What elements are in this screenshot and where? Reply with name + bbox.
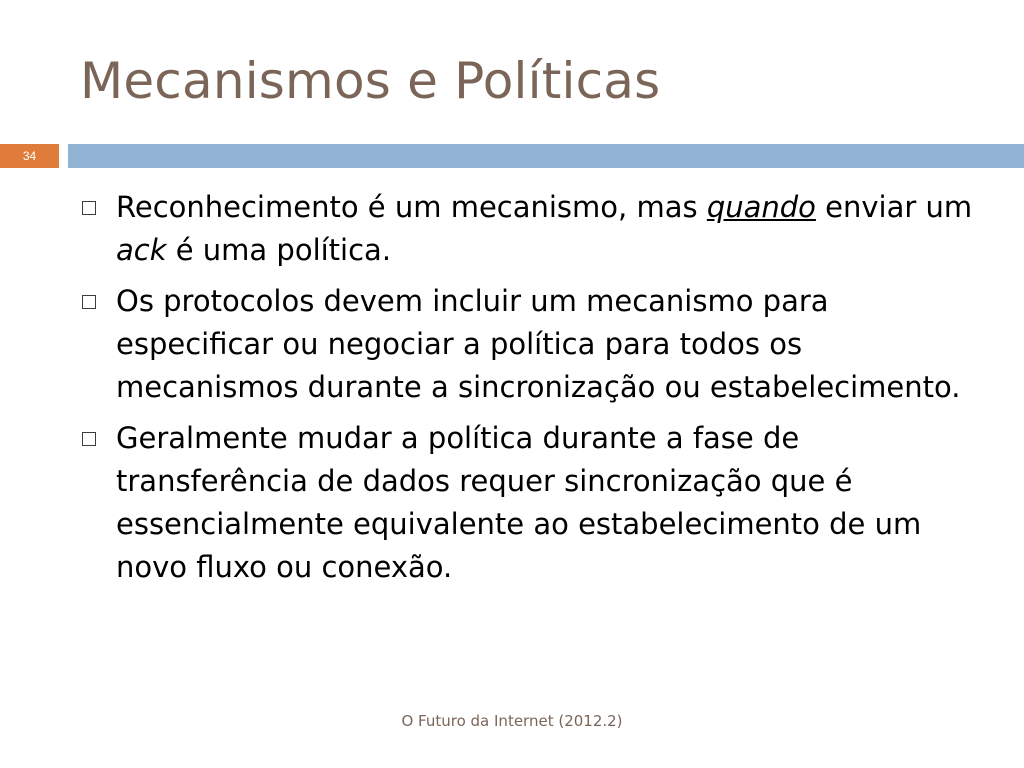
bullet-list (80, 186, 980, 597)
bullet-1-text-a: Reconhecimento é um mecanismo, mas (116, 190, 707, 224)
bullet-1-emphasis-quando: quando (706, 190, 816, 224)
bullet-3-text: Geralmente mudar a política durante a fase de transferência de dados requer sincronização que é essencialmente equivalente ao estabelecimento de um novo fluxo ou conexão. (116, 421, 922, 584)
slide-footer: O Futuro da Internet (2012.2) (401, 712, 623, 730)
bullet-1-text-e: é uma política. (166, 233, 392, 267)
slide-number: 34 (0, 144, 59, 168)
header-bar (68, 144, 1024, 168)
bullet-1-text-c: enviar um (815, 190, 973, 224)
square-bullet-icon (82, 201, 96, 215)
bullet-item-3 (80, 417, 980, 589)
bullet-2-text: Os protocolos devem incluir um mecanismo para especificar ou negociar a política para todos os mecanismos durante a sincronização ou estabelecimento. (116, 284, 961, 404)
bullet-item-1 (80, 186, 980, 272)
bullet-item-2 (80, 280, 980, 409)
bullet-1-emphasis-ack: ack (116, 233, 167, 267)
slide-title: Mecanismos e Políticas (80, 52, 661, 110)
square-bullet-icon (82, 432, 96, 446)
square-bullet-icon (82, 295, 96, 309)
